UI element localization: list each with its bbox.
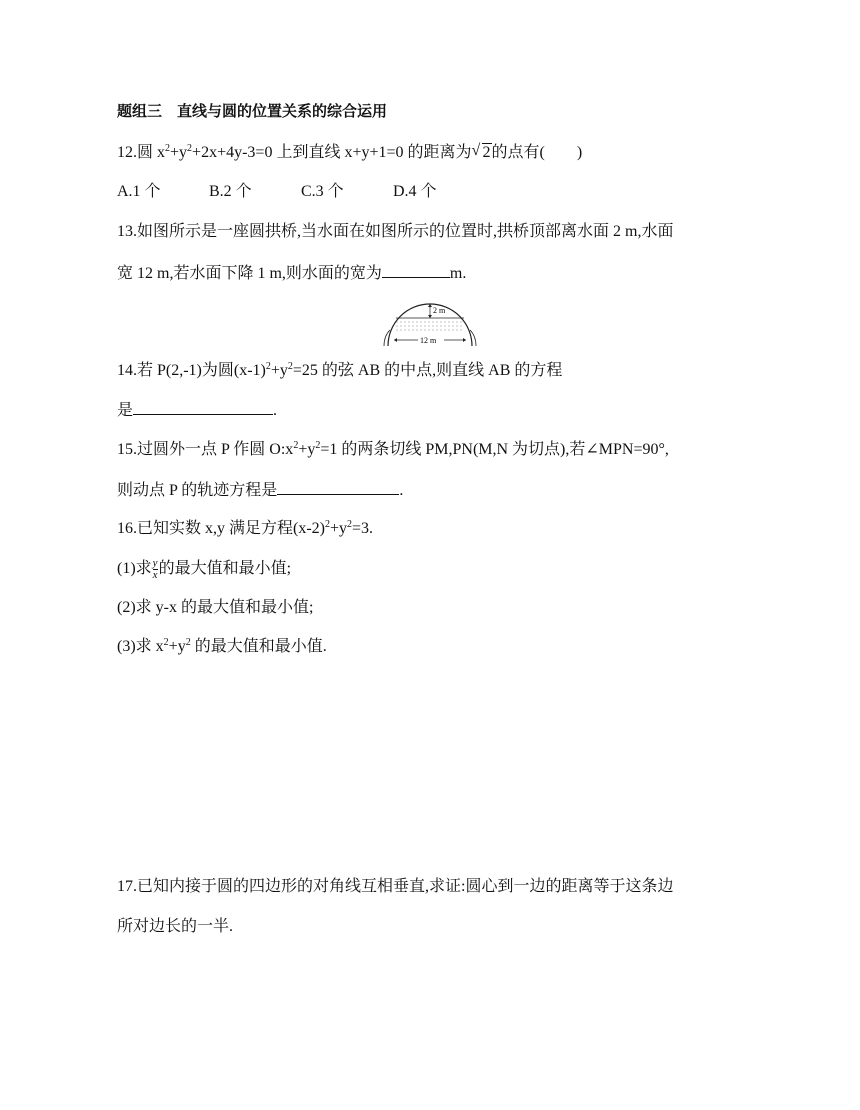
question-17-line2: 所对边长的一半. <box>117 918 234 935</box>
question-14-line2: 是 . <box>117 399 277 421</box>
question-12: 12.圆 $x^2+y^2+2x+4y-3=0$ 上到直线 x+y+1=0 的距离为 √ 2的点有( ) <box>117 142 583 161</box>
width-label: 12 m <box>420 336 437 345</box>
question-17-line1: 17.已知内接于圆的四边形的对角线互相垂直,求证:圆心到一边的距离等于这条边 <box>117 878 674 895</box>
question-16-part3: (3)求 $x^2+y^2$ 的最大值和最小值. <box>117 637 327 655</box>
choice-a: A.1 个 <box>117 183 161 200</box>
question-16: 16.已知实数 x,y 满足方程$(x-2)^2+y^2=3$. <box>117 519 374 537</box>
choice-b: B.2 个 <box>209 183 252 200</box>
choice-d: D.4 个 <box>393 183 437 200</box>
arch-bridge-figure <box>382 296 478 350</box>
question-14-line1: 14.若 P(2,-1)为圆$(x-1)^2+y^2=25$ 的弦 AB 的中点,则直线 AB 的方程 <box>117 361 563 379</box>
question-15-line2: 则动点 P 的轨迹方程是 . <box>117 479 403 501</box>
height-label: 2 m <box>433 306 446 315</box>
question-13-line2: 宽 12 m,若水面下降 1 m,则水面的宽为 m. <box>117 262 466 284</box>
choice-c: C.3 个 <box>301 183 344 200</box>
answer-blank <box>382 262 450 278</box>
section-title: 题组三 直线与圆的位置关系的综合运用 <box>117 102 388 120</box>
question-16-part2: (2)求 y-x 的最大值和最小值; <box>117 599 314 616</box>
answer-blank <box>277 479 399 495</box>
q12-choices <box>117 182 485 202</box>
question-13-line1: 13.如图所示是一座圆拱桥,当水面在如图所示的位置时,拱桥顶部离水面 2 m,水面 <box>117 223 674 240</box>
question-15-line1: 15.过圆外一点 P 作圆 $O:x^2+y^2=1$ 的两条切线 PM,PN(M,N 为切点),若∠MPN=90°, <box>117 440 669 458</box>
question-16-part1: (1)求 $\frac{y}{x}$ 的最大值和最小值; <box>117 557 292 581</box>
answer-blank <box>133 399 273 415</box>
fraction-y-over-x: $\frac{y}{x}$ <box>152 557 158 581</box>
sqrt-symbol: √ 2 <box>471 142 491 161</box>
